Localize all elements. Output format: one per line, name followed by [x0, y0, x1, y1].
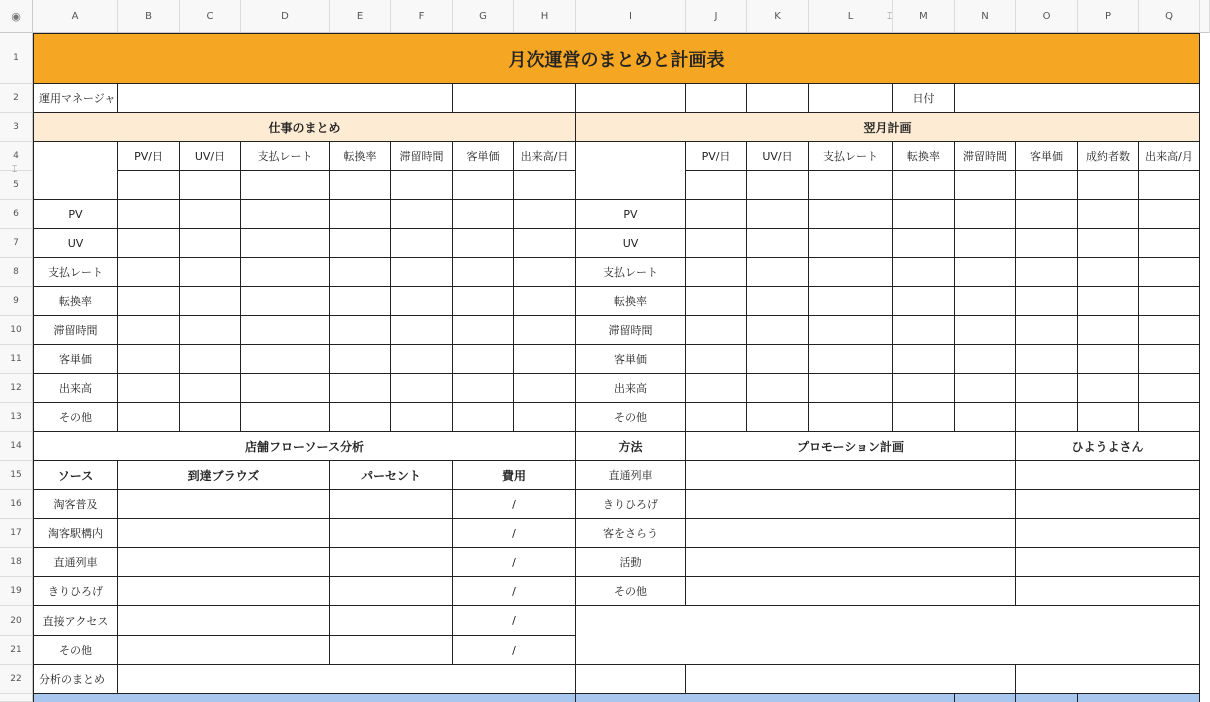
cell[interactable]	[118, 519, 330, 548]
column-header[interactable]: N	[955, 0, 1016, 33]
traffic-section-header[interactable]: 店舗フローソース分析	[33, 432, 576, 461]
cell[interactable]	[1016, 694, 1078, 702]
cell[interactable]	[686, 287, 747, 316]
cell[interactable]	[955, 316, 1016, 345]
row-header[interactable]: 18	[0, 548, 33, 577]
cell[interactable]	[330, 577, 453, 606]
cell[interactable]	[576, 84, 686, 113]
cell[interactable]	[453, 374, 514, 403]
cell[interactable]	[955, 403, 1016, 432]
cell[interactable]	[1016, 519, 1200, 548]
cell[interactable]	[686, 490, 1016, 519]
plan-section-header[interactable]: 翌月計画	[576, 113, 1200, 142]
cell[interactable]	[514, 316, 576, 345]
cell[interactable]	[809, 258, 893, 287]
cell[interactable]	[686, 316, 747, 345]
row-header[interactable]: 13	[0, 403, 33, 432]
cell[interactable]	[391, 345, 453, 374]
row-header[interactable]: 8	[0, 258, 33, 287]
row-header[interactable]: 21	[0, 636, 33, 665]
cell[interactable]	[747, 287, 809, 316]
cell[interactable]	[1016, 258, 1078, 287]
row-header[interactable]: 9	[0, 287, 33, 316]
column-header[interactable]: G	[453, 0, 514, 33]
cell[interactable]	[809, 287, 893, 316]
summary-col-header[interactable]: UV/日	[180, 142, 241, 171]
summary-row-label[interactable]: 支払レート	[33, 258, 118, 287]
cell[interactable]	[686, 519, 1016, 548]
cell[interactable]	[1139, 316, 1200, 345]
row-header[interactable]	[0, 694, 33, 702]
cell[interactable]	[1078, 403, 1139, 432]
plan-col-header[interactable]: PV/日	[686, 142, 747, 171]
cost-cell[interactable]: /	[453, 548, 576, 577]
cell[interactable]	[809, 403, 893, 432]
cell[interactable]	[1016, 665, 1200, 694]
cell[interactable]	[391, 374, 453, 403]
summary-row-label[interactable]: 転換率	[33, 287, 118, 316]
column-header[interactable]: M	[893, 0, 955, 33]
row-header[interactable]: 19	[0, 577, 33, 606]
cell[interactable]	[686, 84, 747, 113]
cell[interactable]	[118, 577, 330, 606]
row-header[interactable]: 14	[0, 432, 33, 461]
cell[interactable]	[391, 229, 453, 258]
summary-corner-cell[interactable]	[33, 142, 118, 200]
cell[interactable]	[1016, 200, 1078, 229]
cost-cell[interactable]: /	[453, 606, 576, 636]
manager-value[interactable]	[118, 84, 453, 113]
cell[interactable]	[330, 316, 391, 345]
cell[interactable]	[809, 200, 893, 229]
select-all-corner[interactable]	[0, 0, 33, 33]
row-header[interactable]: 5	[0, 171, 33, 200]
summary-col-header[interactable]: 出来高/日	[514, 142, 576, 171]
cell[interactable]	[118, 374, 180, 403]
column-header-filler	[1200, 0, 1210, 33]
plan-col-header[interactable]: 客単価	[1016, 142, 1078, 171]
analysis-label[interactable]: 分析のまとめ	[33, 665, 118, 694]
row-resize-icon: ⌶	[12, 165, 18, 175]
cell[interactable]	[330, 548, 453, 577]
row-header[interactable]: 12	[0, 374, 33, 403]
percent-header[interactable]: パーセント	[330, 461, 453, 490]
row-header[interactable]: 22	[0, 665, 33, 694]
method-item[interactable]: きりひろげ	[576, 490, 686, 519]
column-header[interactable]: H	[514, 0, 576, 33]
column-header[interactable]: P	[1078, 0, 1139, 33]
cell[interactable]	[955, 374, 1016, 403]
cell[interactable]	[809, 84, 893, 113]
summary-col-header[interactable]: 客単価	[453, 142, 514, 171]
source-item[interactable]: きりひろげ	[33, 577, 118, 606]
cell[interactable]	[893, 200, 955, 229]
column-header[interactable]: L	[809, 0, 893, 33]
cell[interactable]	[118, 287, 180, 316]
cell[interactable]	[747, 258, 809, 287]
row-header[interactable]: 6	[0, 200, 33, 229]
cell[interactable]	[747, 200, 809, 229]
summary-col-header[interactable]: 支払レート	[241, 142, 330, 171]
cell[interactable]	[330, 200, 391, 229]
cell[interactable]	[955, 171, 1016, 200]
plan-row-label[interactable]: その他	[576, 403, 686, 432]
source-item[interactable]: 淘客駅構内	[33, 519, 118, 548]
cell[interactable]	[391, 287, 453, 316]
cell[interactable]	[330, 374, 391, 403]
plan-row-label[interactable]: 支払レート	[576, 258, 686, 287]
cell[interactable]	[686, 403, 747, 432]
cell[interactable]	[514, 403, 576, 432]
cell[interactable]	[747, 84, 809, 113]
promotion-cost-header[interactable]: ひようよさん	[1016, 432, 1200, 461]
cell[interactable]	[1078, 229, 1139, 258]
row-header[interactable]: 10	[0, 316, 33, 345]
manager-label[interactable]: 運用マネージャ	[33, 84, 118, 113]
row-header[interactable]: 1	[0, 33, 33, 84]
cell[interactable]	[391, 316, 453, 345]
cell[interactable]	[686, 345, 747, 374]
plan-col-header[interactable]: 転換率	[893, 142, 955, 171]
cell[interactable]	[330, 636, 453, 665]
cell[interactable]	[241, 403, 330, 432]
cell[interactable]	[1016, 461, 1200, 490]
cell[interactable]	[118, 490, 330, 519]
cell[interactable]	[180, 258, 241, 287]
cell[interactable]	[241, 200, 330, 229]
date-label[interactable]: 日付	[893, 84, 955, 113]
cell[interactable]	[514, 374, 576, 403]
cell[interactable]	[1139, 287, 1200, 316]
cell[interactable]	[1139, 403, 1200, 432]
cell[interactable]	[330, 403, 391, 432]
summary-row-label[interactable]: PV	[33, 200, 118, 229]
eye-icon[interactable]: ◉	[11, 9, 21, 23]
cell[interactable]	[747, 229, 809, 258]
cell[interactable]	[1016, 577, 1200, 606]
cell[interactable]	[1016, 287, 1078, 316]
cell[interactable]	[180, 403, 241, 432]
cell[interactable]	[576, 606, 1200, 665]
row-header[interactable]: 15	[0, 461, 33, 490]
cell[interactable]	[686, 374, 747, 403]
column-resize-icon: ⌶	[887, 12, 893, 22]
cell[interactable]	[453, 84, 576, 113]
cell[interactable]	[576, 665, 686, 694]
cell[interactable]	[241, 171, 330, 200]
cell[interactable]	[809, 229, 893, 258]
plan-row-label[interactable]: 転換率	[576, 287, 686, 316]
row-header[interactable]: 20	[0, 606, 33, 636]
cell[interactable]	[118, 171, 180, 200]
cell[interactable]	[1078, 316, 1139, 345]
summary-row-label[interactable]: 客単価	[33, 345, 118, 374]
cell[interactable]	[576, 694, 955, 702]
summary-row-label[interactable]: 出来高	[33, 374, 118, 403]
cell[interactable]	[1016, 403, 1078, 432]
cell[interactable]	[1078, 694, 1200, 702]
cell[interactable]	[453, 345, 514, 374]
cell[interactable]	[686, 665, 1016, 694]
cell[interactable]	[180, 171, 241, 200]
cell[interactable]	[514, 200, 576, 229]
summary-col-header[interactable]: 滞留時間	[391, 142, 453, 171]
summary-section-header[interactable]: 仕事のまとめ	[33, 113, 576, 142]
summary-row-label[interactable]: 滞留時間	[33, 316, 118, 345]
cell[interactable]	[330, 258, 391, 287]
column-header[interactable]: O	[1016, 0, 1078, 33]
date-value[interactable]	[955, 84, 1200, 113]
column-header[interactable]: K	[747, 0, 809, 33]
cell[interactable]	[747, 403, 809, 432]
cell[interactable]	[1139, 345, 1200, 374]
cell[interactable]	[514, 229, 576, 258]
cell[interactable]	[453, 287, 514, 316]
cell[interactable]	[1139, 229, 1200, 258]
cell[interactable]	[453, 403, 514, 432]
column-header[interactable]: A	[33, 0, 118, 33]
cell[interactable]	[453, 316, 514, 345]
cell[interactable]	[330, 490, 453, 519]
cell[interactable]	[893, 316, 955, 345]
cell[interactable]	[118, 606, 330, 636]
plan-col-header[interactable]: 支払レート	[809, 142, 893, 171]
cell[interactable]	[1016, 374, 1078, 403]
cell[interactable]	[1078, 287, 1139, 316]
cell[interactable]	[33, 694, 576, 702]
cell[interactable]	[893, 287, 955, 316]
column-header[interactable]: I	[576, 0, 686, 33]
cost-cell[interactable]: /	[453, 490, 576, 519]
cell[interactable]	[118, 316, 180, 345]
cell[interactable]	[391, 171, 453, 200]
column-header[interactable]: D	[241, 0, 330, 33]
cell[interactable]	[180, 316, 241, 345]
plan-row-label[interactable]: 客単価	[576, 345, 686, 374]
cell[interactable]	[118, 665, 576, 694]
cell[interactable]	[330, 171, 391, 200]
cost-header[interactable]: 費用	[453, 461, 576, 490]
cell[interactable]	[241, 345, 330, 374]
row-header[interactable]: 16	[0, 490, 33, 519]
cell[interactable]	[747, 345, 809, 374]
source-item[interactable]: 直通列車	[33, 548, 118, 577]
cell[interactable]	[241, 287, 330, 316]
cell[interactable]	[1078, 200, 1139, 229]
cell[interactable]	[118, 403, 180, 432]
cell[interactable]	[180, 229, 241, 258]
cell[interactable]	[1016, 490, 1200, 519]
cell[interactable]	[893, 374, 955, 403]
cell[interactable]	[330, 606, 453, 636]
cell[interactable]	[180, 287, 241, 316]
promotion-plan-header[interactable]: プロモーション計画	[686, 432, 1016, 461]
method-item[interactable]: 活動	[576, 548, 686, 577]
cell[interactable]	[391, 200, 453, 229]
cell[interactable]	[809, 171, 893, 200]
cell[interactable]	[514, 171, 576, 200]
cell[interactable]	[686, 171, 747, 200]
cell[interactable]	[809, 374, 893, 403]
cell[interactable]	[1139, 374, 1200, 403]
cell[interactable]	[118, 345, 180, 374]
row-header[interactable]: 3	[0, 113, 33, 142]
cell[interactable]	[453, 258, 514, 287]
cell[interactable]	[241, 316, 330, 345]
plan-row-label[interactable]: 出来高	[576, 374, 686, 403]
cell[interactable]	[686, 258, 747, 287]
cell[interactable]	[1016, 345, 1078, 374]
source-item[interactable]: 淘客普及	[33, 490, 118, 519]
cell[interactable]	[180, 345, 241, 374]
cell[interactable]	[955, 200, 1016, 229]
cell[interactable]	[453, 229, 514, 258]
column-header[interactable]: E	[330, 0, 391, 33]
cell[interactable]	[809, 345, 893, 374]
cell[interactable]	[1078, 345, 1139, 374]
cell[interactable]	[686, 548, 1016, 577]
cell[interactable]	[955, 287, 1016, 316]
cell[interactable]	[893, 258, 955, 287]
plan-col-header[interactable]: UV/日	[747, 142, 809, 171]
cell[interactable]	[1078, 258, 1139, 287]
method-item[interactable]: その他	[576, 577, 686, 606]
cell[interactable]	[391, 403, 453, 432]
source-header[interactable]: ソース	[33, 461, 118, 490]
cell[interactable]	[241, 258, 330, 287]
cell[interactable]	[1016, 229, 1078, 258]
sheet-title[interactable]: 月次運営のまとめと計画表	[33, 33, 1200, 84]
cell[interactable]	[1139, 171, 1200, 200]
cell[interactable]	[893, 171, 955, 200]
source-item[interactable]: その他	[33, 636, 118, 665]
column-header[interactable]: F	[391, 0, 453, 33]
cell[interactable]	[686, 229, 747, 258]
cell[interactable]	[955, 229, 1016, 258]
cost-cell[interactable]: /	[453, 577, 576, 606]
cell[interactable]	[180, 374, 241, 403]
cell[interactable]	[330, 345, 391, 374]
cell[interactable]	[893, 403, 955, 432]
summary-col-header[interactable]: 転換率	[330, 142, 391, 171]
cell[interactable]	[1016, 171, 1078, 200]
plan-col-header[interactable]: 出来高/月	[1139, 142, 1200, 171]
cell[interactable]	[391, 258, 453, 287]
plan-row-label[interactable]: 滞留時間	[576, 316, 686, 345]
cell[interactable]	[514, 345, 576, 374]
cell[interactable]	[118, 258, 180, 287]
cell[interactable]	[893, 229, 955, 258]
cell[interactable]	[330, 229, 391, 258]
browse-header[interactable]: 到達ブラウズ	[118, 461, 330, 490]
cost-cell[interactable]: /	[453, 636, 576, 665]
plan-col-header[interactable]: 成約者数	[1078, 142, 1139, 171]
cell[interactable]	[514, 287, 576, 316]
cell[interactable]	[330, 519, 453, 548]
row-header[interactable]: 7	[0, 229, 33, 258]
cell[interactable]	[955, 258, 1016, 287]
plan-corner-cell[interactable]	[576, 142, 686, 200]
cost-cell[interactable]: /	[453, 519, 576, 548]
cell[interactable]	[1139, 200, 1200, 229]
summary-row-label[interactable]: その他	[33, 403, 118, 432]
cell[interactable]	[893, 345, 955, 374]
cell[interactable]	[686, 461, 1016, 490]
plan-row-label[interactable]: UV	[576, 229, 686, 258]
cell[interactable]	[453, 171, 514, 200]
cell[interactable]	[118, 200, 180, 229]
column-header[interactable]: B	[118, 0, 180, 33]
cell[interactable]	[747, 316, 809, 345]
column-header[interactable]: J	[686, 0, 747, 33]
cell[interactable]	[241, 374, 330, 403]
cell[interactable]	[747, 171, 809, 200]
cell[interactable]	[330, 287, 391, 316]
cell[interactable]	[453, 200, 514, 229]
cell[interactable]	[118, 548, 330, 577]
cell[interactable]	[747, 374, 809, 403]
source-item[interactable]: 直接アクセス	[33, 606, 118, 636]
row-header[interactable]: 17	[0, 519, 33, 548]
cell[interactable]	[686, 577, 1016, 606]
cell[interactable]	[118, 229, 180, 258]
method-item[interactable]: 直通列車	[576, 461, 686, 490]
cell[interactable]	[1016, 316, 1078, 345]
cell[interactable]	[686, 200, 747, 229]
cell[interactable]	[1078, 171, 1139, 200]
row-header[interactable]: 4	[0, 142, 33, 171]
cell[interactable]	[118, 636, 330, 665]
row-header[interactable]: 2	[0, 84, 33, 113]
cell[interactable]	[514, 258, 576, 287]
cell[interactable]	[1139, 258, 1200, 287]
method-header[interactable]: 方法	[576, 432, 686, 461]
cell[interactable]	[180, 200, 241, 229]
column-header[interactable]: C	[180, 0, 241, 33]
cell[interactable]	[241, 229, 330, 258]
cell[interactable]	[955, 694, 1016, 702]
cell[interactable]	[1016, 548, 1200, 577]
plan-row-label[interactable]: PV	[576, 200, 686, 229]
cell[interactable]	[1078, 374, 1139, 403]
method-item[interactable]: 客をさらう	[576, 519, 686, 548]
row-header[interactable]: 11	[0, 345, 33, 374]
column-header[interactable]: Q	[1139, 0, 1200, 33]
plan-col-header[interactable]: 滞留時間	[955, 142, 1016, 171]
cell[interactable]	[809, 316, 893, 345]
summary-col-header[interactable]: PV/日	[118, 142, 180, 171]
summary-row-label[interactable]: UV	[33, 229, 118, 258]
cell[interactable]	[955, 345, 1016, 374]
